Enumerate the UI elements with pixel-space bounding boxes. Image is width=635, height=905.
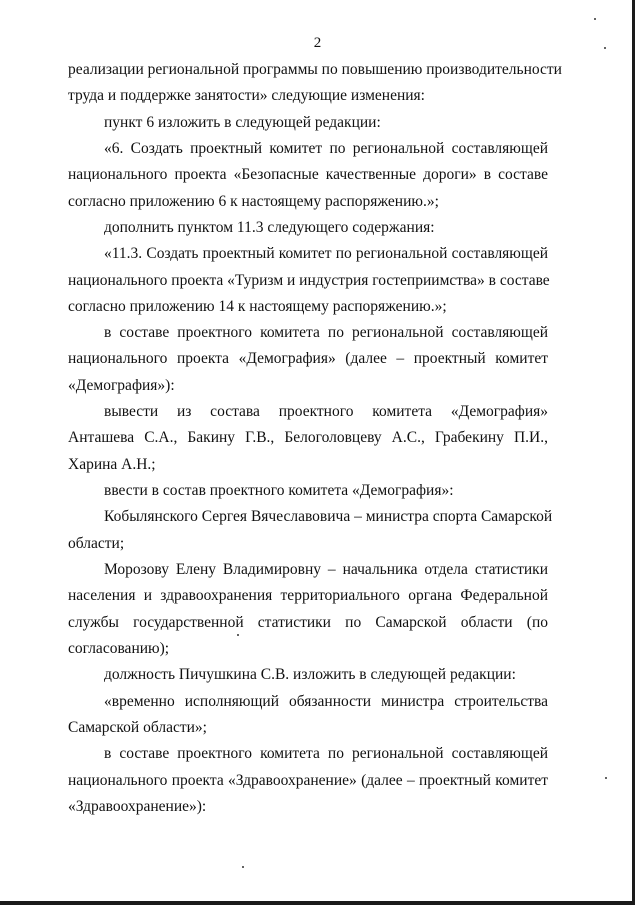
text-line: ввести в состав проектного комитета «Демография»: [104,482,454,499]
scan-speck [604,47,606,49]
text-line: национального проекта «Безопасные качественные дороги» в составе [68,166,548,183]
text-line: труда и поддержке занятости» следующие изменения: [68,87,425,104]
page-number: 2 [313,35,322,51]
text-line: «временно исполняющий обязанности министра строительства [104,693,548,710]
text-line: национального проекта «Туризм и индустрия гостеприимства» в составе [68,272,550,289]
text-line: пункт 6 изложить в следующей редакции: [104,114,381,131]
text-line: дополнить пунктом 11.3 следующего содержания: [104,219,435,236]
text-line: согласованию); [68,640,170,657]
text-line: реализации региональной программы по повышению производительности [68,61,562,78]
text-line: «Здравоохранение»): [68,798,207,815]
text-line: в составе проектного комитета по региональной составляющей [104,324,548,341]
scan-speck [237,634,239,636]
text-line: национального проекта «Демография» (далее – проектный комитет [68,350,548,367]
text-line: в составе проектного комитета по региональной составляющей [104,745,548,762]
scan-speck [242,866,244,868]
text-line: «Демография»): [68,377,175,394]
scan-edge-bottom [0,901,635,905]
text-line: Анташева С.А., Бакину Г.В., Белоголовцеву А.С., Грабекину П.И., [68,429,548,446]
text-line: Самарской области»; [68,719,207,736]
text-line: национального проекта «Здравоохранение» (далее – проектный комитет [68,772,548,789]
text-line: Харина А.Н.; [68,456,156,473]
scan-speck [605,777,607,779]
text-line: Кобылянского Сергея Вячеславовича – министра спорта Самарской [104,508,553,525]
text-line: согласно приложению 6 к настоящему распоряжению.»; [68,193,439,210]
text-line: Морозову Елену Владимировну – начальника отдела статистики [104,561,548,578]
text-line: согласно приложению 14 к настоящему распоряжению.»; [68,298,447,315]
text-line: области; [68,535,125,552]
text-line: вывести из состава проектного комитета «Демография» [104,403,548,420]
text-line: «6. Создать проектный комитет по региональной составляющей [104,140,548,157]
text-line: должность Пичушкина С.В. изложить в следующей редакции: [104,666,516,683]
text-line: службы государственной статистики по Самарской области (по [68,614,548,631]
text-line: населения и здравоохранения территориального органа Федеральной [68,587,548,604]
text-line: «11.3. Создать проектный комитет по региональной составляющей [104,245,548,262]
scan-speck [594,18,596,20]
